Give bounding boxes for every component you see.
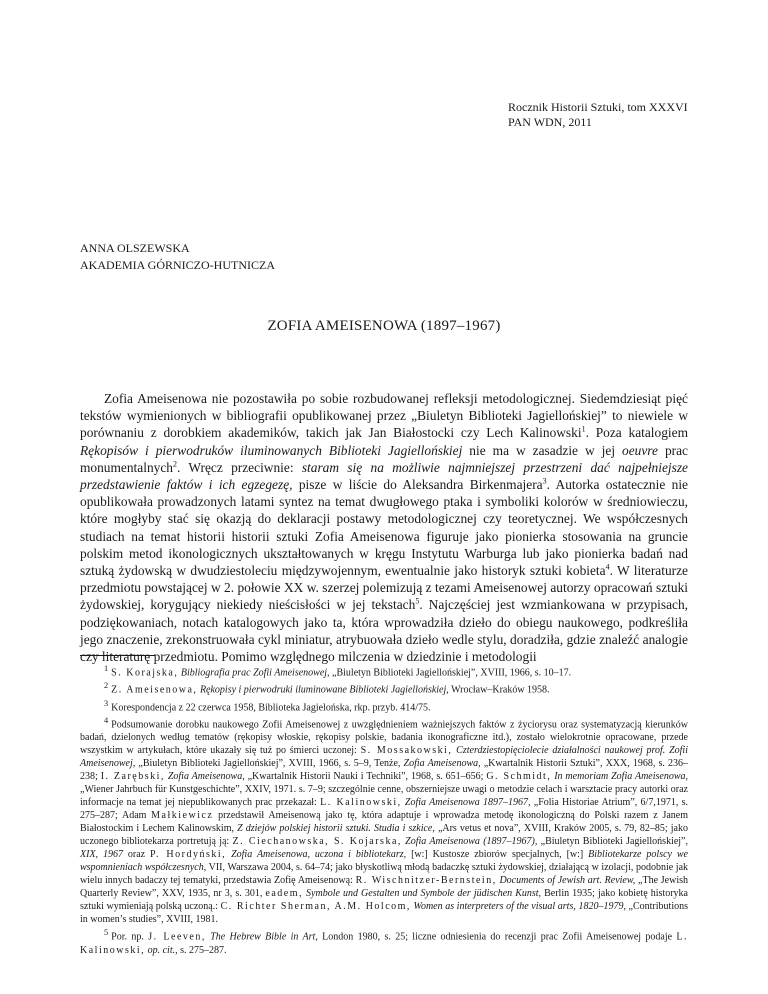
footnote-ref: 5	[415, 596, 420, 606]
text-span: , „Ars vetus et nova”, XVIII, Kraków 2005, s. 79, 82–85; jako uczonego bibliotekarza portretują ją:	[80, 823, 688, 848]
italic-span: staram się na możliwie najmniejszej przestrzeni dać najpełniejsze przedstawienie faktów i ich egzegezę,	[80, 459, 688, 493]
text-span: „Biuletyn Biblioteki Jagiellońskiej”	[540, 836, 686, 848]
footnote-ref: 2	[172, 459, 177, 469]
text-span: . Autorka ostatecznie nie opublikowała prowadzonych latami syntez na temat dwugłowego ptaka i symboliki kolorów w średniowieczu, które mogłyby stać się okazją do deklaracji postawy metodologicznej czy teoretycznej. We współczesnych studiach na temat historii historii sztuki Zofia Ameisenowa figuruje jako pionierka stosowania na gruncie polskim metod ikonologicznych ukształtowanych w kręgu Instytutu Warburga lub jako pionierka badań nad sztuką żydowską w dwudziestoleciu międzywojennym, ewentualnie jako historyk sztuki kobieta	[80, 477, 688, 579]
footnote-number: 1	[104, 664, 109, 673]
footnote-4	[80, 714, 688, 926]
text-span: „Kwartalnik Historii Nauki i Techniki”, 1968, s. 651–656;	[244, 771, 487, 783]
italic-span: In memoriam Zofia Ameisenowa,	[551, 771, 689, 783]
italic-span: , XIX, 1967	[80, 836, 688, 861]
footnote-ref: 4	[605, 562, 610, 572]
text-span: s. 275–287.	[177, 944, 227, 956]
main-text	[80, 390, 688, 665]
italic-span: Symbole und Gestalten und Symbole der jüdischen Kunst,	[302, 888, 542, 900]
author-span: I. Zarębski,	[100, 771, 165, 783]
author-span: C. Richter Sherman, A.M. Holcom,	[220, 901, 411, 913]
italic-span: Czterdziestopięciolecie działalności naukowej prof. Zofii Ameisenowej,	[80, 745, 688, 770]
italic-span: Bibliotekarze polscy we wspomnieniach współczesnych	[80, 849, 688, 874]
text-span: Zofia Ameisenowa nie pozostawiła po sobie rozbudowanej refleksji metodologicznej. Siedemdziesiąt pięć tekstów wymienionych w bibliografii opublikowanej przez „Biuletyn Biblioteki Jagiellońskiej” to niewiele w porównaniu z dorobkiem akademików, takich jak Jan Białostocki czy Lech Kalinowski	[80, 391, 688, 441]
author-span: S. Mossakowski,	[360, 745, 453, 757]
text-span: przedstawił Ameisenową jako tę, która adaptuje i wprowadza metodę ikonologiczną do Polski razem z Janem Białostockim i Lechem Kalinowskim,	[80, 810, 688, 835]
author-span: G. Schmidt,	[486, 771, 552, 783]
footnote-number: 2	[104, 681, 109, 691]
text-span: , VII, Warszawa 2004, s. 64–74; jako błyskotliwą młodą badaczkę sztuki żydowskiej, działającą w izolacji, podobnie jak wielu innych badaczy tej tematyki, przedstawia Zofię Ameisenową:	[80, 862, 689, 887]
text-span: „Biuletyn Biblioteki Jagiellońskiej”, XVIII, 1966, s. 5–9, Tenże,	[135, 758, 404, 770]
italic-span: Zofia Ameisenowa,	[403, 758, 481, 770]
text-span: , Wrocław–Kraków 1958.	[446, 684, 550, 696]
text-span: [w:] Kustosze zbiorów specjalnych, [w:]	[406, 849, 589, 861]
italic-span: Zofia Ameisenowa 1897–1967,	[401, 797, 531, 809]
footnote-1	[80, 662, 688, 679]
text-span: . W literaturze przedmiotu powstającej w 2. połowie XX w. szerzej polemizują z tezami Ameisenowej autorzy opracowań sztuki żydowskiej, korygujący niekiedy nieścisłości w jej tekstach	[80, 563, 688, 613]
paragraph	[80, 390, 688, 665]
text-span: Podsumowanie dorobku naukowego Zofii Ameisenowej z uwzględnieniem ważniejszych faktów z życiorysu oraz systematyzacją kierunków badań, dzielonych według tematów (rękopisy włoskie, rękopisy polskie, badania ikonograficzne itd.), zostało wielokrotnie opracowane, przede wszystkim w artykułach, które ukazały się tuż po śmierci uczonej:	[80, 719, 688, 757]
text-span: Korespondencja z 22 czerwca 1958, Biblioteka Jagielońska, rkp. przyb. 414/75.	[111, 701, 431, 713]
text-span: , „Biuletyn Biblioteki Jagiellońskiej”, XVIII, 1966, s. 10–17.	[327, 667, 572, 679]
text-span: „Kwartalnik Historii Sztuki”, XXX, 1968, s. 236–238;	[80, 758, 688, 783]
text-span: „Folia Historiae Atrium”, 6/7,1971, s. 275–287; Adam	[80, 797, 689, 822]
author-span: J. Leeven,	[148, 931, 206, 943]
text-span: Por. np.	[111, 931, 149, 943]
italic-span: Zofia Ameisenowa,	[164, 771, 245, 783]
text-span: . Wręcz przeciwnie:	[176, 459, 302, 475]
author-span: L. Kalinowski,	[80, 931, 688, 956]
author-span: L. Kalinowski,	[320, 797, 402, 809]
text-span: oraz	[122, 849, 151, 861]
author-span: Z. Ciechanowska, S. Kojarska,	[232, 836, 402, 848]
text-span: nie ma w zasadzie w jej	[462, 442, 623, 458]
author-span: Małkiewicz	[151, 810, 214, 822]
footnote-number: 4	[104, 715, 109, 725]
italic-span: Z dziejów polskiej historii sztuki. Studia i szkice	[237, 823, 433, 835]
italic-span: Documents of Jewish art. Review,	[496, 875, 636, 887]
italic-span: Zofia Ameisenowa (1897–1967),	[401, 836, 541, 848]
author-name: ANNA OLSZEWSKA	[80, 241, 190, 255]
italic-span: Bibliografia prac Zofii Ameisenowej	[178, 667, 328, 679]
text-span: London 1980, s. 25; liczne odniesienia do recenzji prac Zofii Ameisenowej podaje	[317, 931, 677, 943]
text-span: „Contributions in women’s studies”, XVIII, 1981.	[80, 901, 688, 926]
author-span: P. Hordyński,	[150, 849, 227, 861]
italic-span: op. cit.,	[145, 944, 178, 956]
text-span: . Poza katalogiem	[585, 425, 688, 441]
text-span: . Najczęściej jest wzmiankowana w przypisach, podziękowaniach, notach katalogowych jako ta, która wprowadziła dzieło do obiegu naukowego, podkreśliła jego znaczenie, zrekonstruowała cykl miniatur, atrybuowała dzieło wedle stylu, doradziła, gdzie znaleźć analogie czy literaturę przedmiotu. Pomimo względnego milczenia w dziedzinie i metodologii	[80, 597, 689, 665]
text-span: pisze w liście do Aleksandra Birkenmajera	[292, 477, 543, 493]
author-block	[80, 240, 275, 274]
author-span: R. Wischnitzer-Bernstein,	[355, 875, 497, 887]
footnote-number: 3	[104, 698, 109, 708]
italic-span: Rękopisy i pierwodruki iluminowane Biblioteki Jagiellońskiej	[197, 684, 447, 696]
italic-span: oeuvre	[622, 442, 658, 458]
text-span: prac monumentalnych	[80, 442, 688, 475]
footnote-3	[80, 697, 688, 714]
author-span: eadem,	[265, 888, 303, 900]
text-span: „The Jewish Quarterly Review”, XXV, 1935, nr 3, s. 301,	[80, 875, 689, 900]
author-span: S. Korajska,	[111, 667, 179, 679]
footnote-ref: 3	[542, 476, 547, 486]
footnote-ref: 1	[581, 424, 586, 434]
journal-title: Rocznik Historii Sztuki, tom XXXVI	[508, 100, 688, 114]
italic-span: The Hebrew Bible in Art,	[205, 931, 318, 943]
footnote-separator	[80, 655, 155, 656]
italic-span: Women as interpreters of the visual arts, 1820–1979,	[410, 901, 626, 913]
author-affiliation: AKADEMIA GÓRNICZO-HUTNICZA	[80, 258, 275, 272]
author-span: Z. Ameisenowa,	[111, 684, 198, 696]
italic-span: Zofia Ameisenowa, uczona i bibliotekarz,	[226, 849, 407, 861]
article-title: ZOFIA AMEISENOWA (1897–1967)	[267, 318, 501, 334]
footnote-number: 5	[104, 928, 109, 938]
footnote-5	[80, 926, 688, 956]
text-span: „Wiener Jahrbuch für Kunstgeschichte”, XXIV, 1971. s. 7–9; szczególnie cenne, obszerniejsze uwagi o metodzie celach i warsztacie pracy autorki oraz informacje na temat jej niepublikowanych prac przekazał:	[80, 784, 688, 809]
text-span: Berlin 1935; jako kobietę historyka sztuki wymieniają polską uczoną.:	[80, 888, 688, 913]
footnotes	[80, 662, 688, 957]
journal-header	[508, 100, 688, 130]
footnote-2	[80, 679, 688, 696]
italic-span: Rękopisów i pierwodruków iluminowanych Biblioteki Jagiellońskiej	[80, 442, 463, 458]
journal-publisher: PAN WDN, 2011	[508, 115, 592, 129]
